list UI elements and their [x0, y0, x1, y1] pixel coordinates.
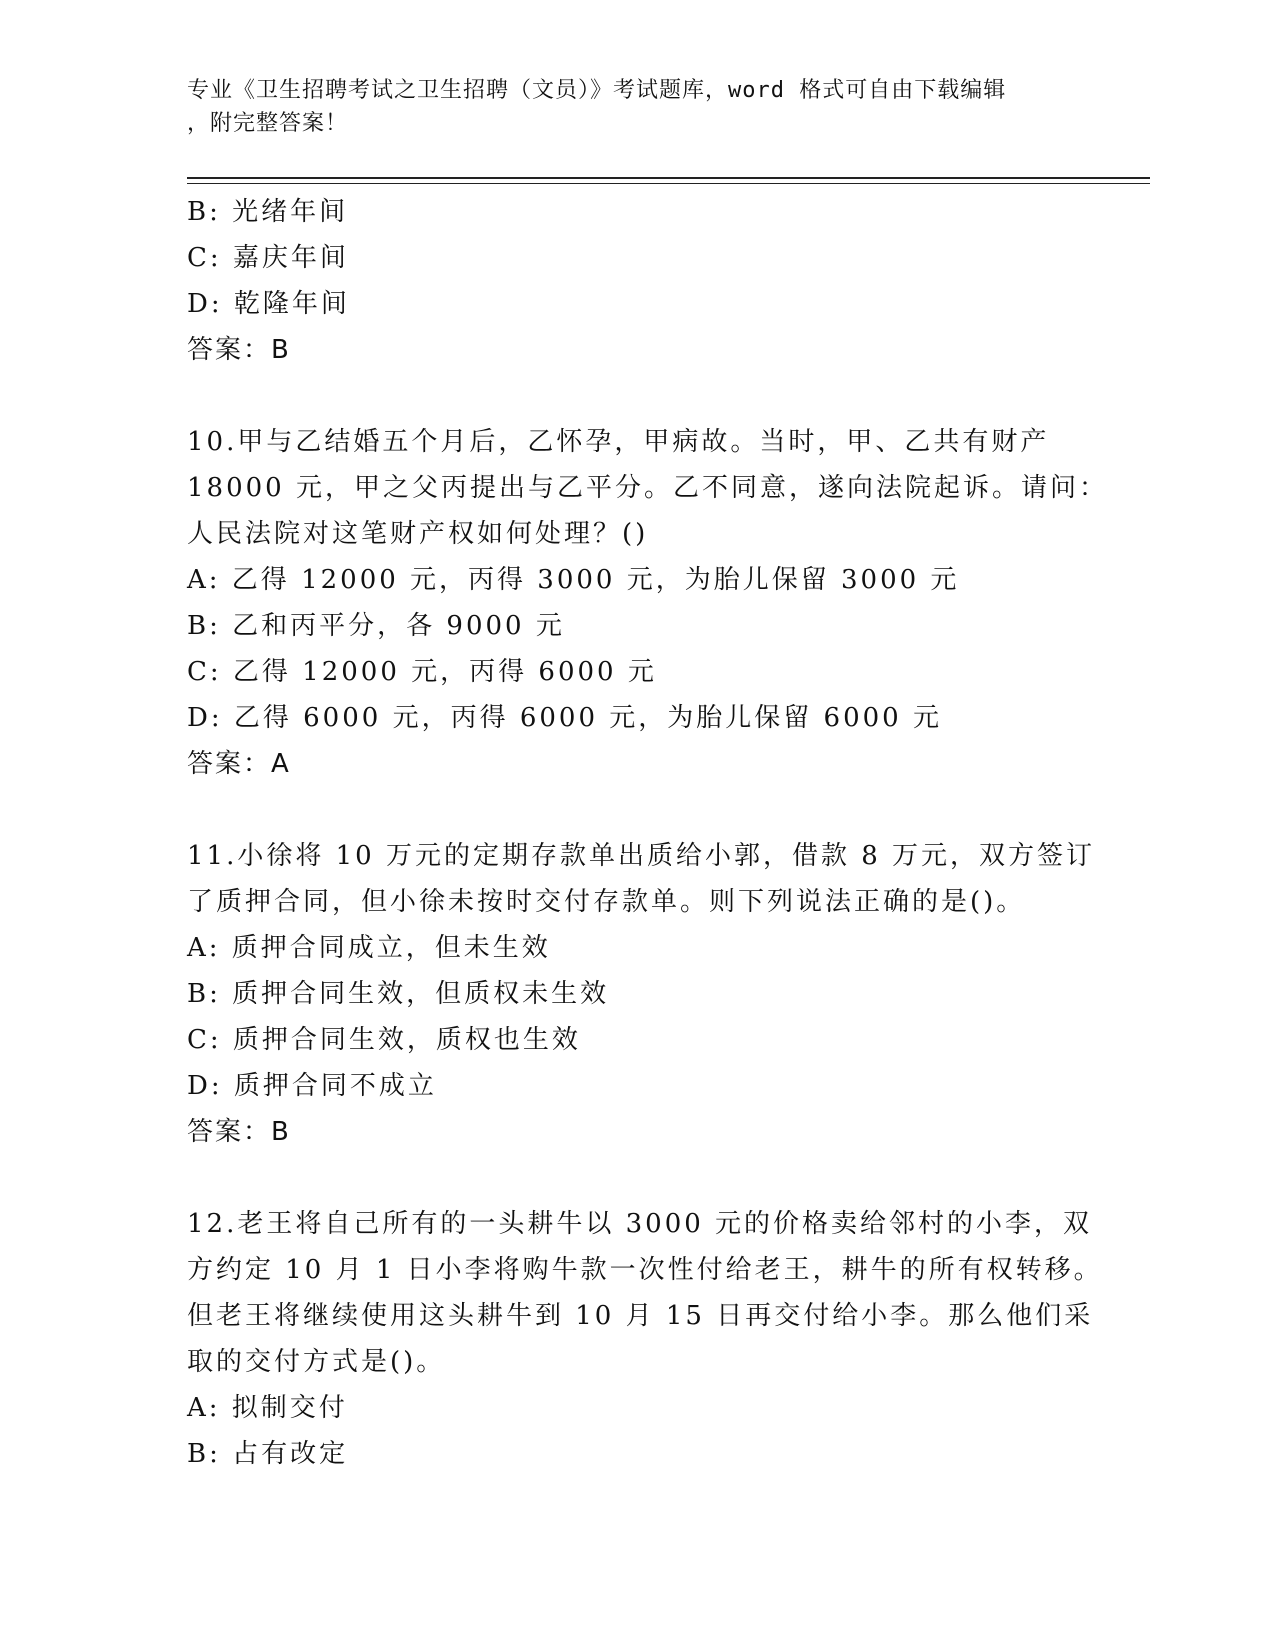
question-stem-line: 12.老王将自己所有的一头耕牛以 3000 元的价格卖给邻村的小李，双: [187, 1209, 1093, 1239]
question-stem-line: 取的交付方式是()。: [187, 1347, 446, 1377]
question-12: [187, 1201, 1103, 1477]
question-stem-line: 了质押合同，但小徐未按时交付存款单。则下列说法正确的是()。: [187, 887, 1026, 917]
question-stem-line: 11.小徐将 10 万元的定期存款单出质给小郭，借款 8 万元，双方签订: [187, 841, 1096, 871]
answer-label: 答案：B: [187, 335, 291, 365]
header-divider: [187, 177, 1150, 179]
answer-label: 答案：B: [187, 1117, 291, 1147]
option-d: D: 质押合同不成立: [187, 1071, 437, 1101]
spacer: [187, 373, 1087, 419]
question-list: [187, 189, 1108, 1477]
spacer: [187, 787, 1087, 833]
header-line-1: 专业《卫生招聘考试之卫生招聘（文员）》考试题库，word 格式可自由下载编辑: [187, 78, 1007, 103]
option-d: D: 乙得 6000 元，丙得 6000 元，为胎儿保留 6000 元: [187, 703, 942, 733]
question-stem-line: 18000 元，甲之父丙提出与乙平分。乙不同意，遂向法院起诉。请问：: [187, 473, 1108, 503]
option-b: B: 光绪年间: [187, 197, 349, 227]
option-a: A: 拟制交付: [187, 1393, 348, 1423]
option-a: A: 乙得 12000 元，丙得 3000 元，为胎儿保留 3000 元: [187, 565, 960, 595]
option-c: C: 乙得 12000 元，丙得 6000 元: [187, 657, 657, 687]
option-b: B: 乙和丙平分，各 9000 元: [187, 611, 565, 641]
question-stem-line: 人民法院对这笔财产权如何处理？(): [187, 519, 649, 549]
option-a: A: 质押合同成立，但未生效: [187, 933, 551, 963]
option-d: D: 乾隆年间: [187, 289, 350, 319]
option-b: B: 质押合同生效，但质权未生效: [187, 979, 610, 1009]
question-10: [187, 419, 1108, 787]
header-divider-thin: [187, 183, 1150, 184]
question-9: [187, 189, 1087, 373]
document-header: [187, 74, 1077, 140]
spacer: [187, 1155, 1087, 1201]
option-c: C: 嘉庆年间: [187, 243, 349, 273]
question-stem-line: 方约定 10 月 1 日小李将购牛款一次性付给老王，耕牛的所有权转移。: [187, 1255, 1103, 1285]
question-stem-line: 10.甲与乙结婚五个月后，乙怀孕，甲病故。当时，甲、乙共有财产: [187, 427, 1050, 457]
question-stem-line: 但老王将继续使用这头耕牛到 10 月 15 日再交付给小李。那么他们采: [187, 1301, 1094, 1331]
header-line-2: ，附完整答案！: [187, 111, 349, 136]
option-c: C: 质押合同生效，质权也生效: [187, 1025, 581, 1055]
question-11: [187, 833, 1096, 1155]
option-b: B: 占有改定: [187, 1439, 349, 1469]
answer-label: 答案：A: [187, 749, 291, 779]
